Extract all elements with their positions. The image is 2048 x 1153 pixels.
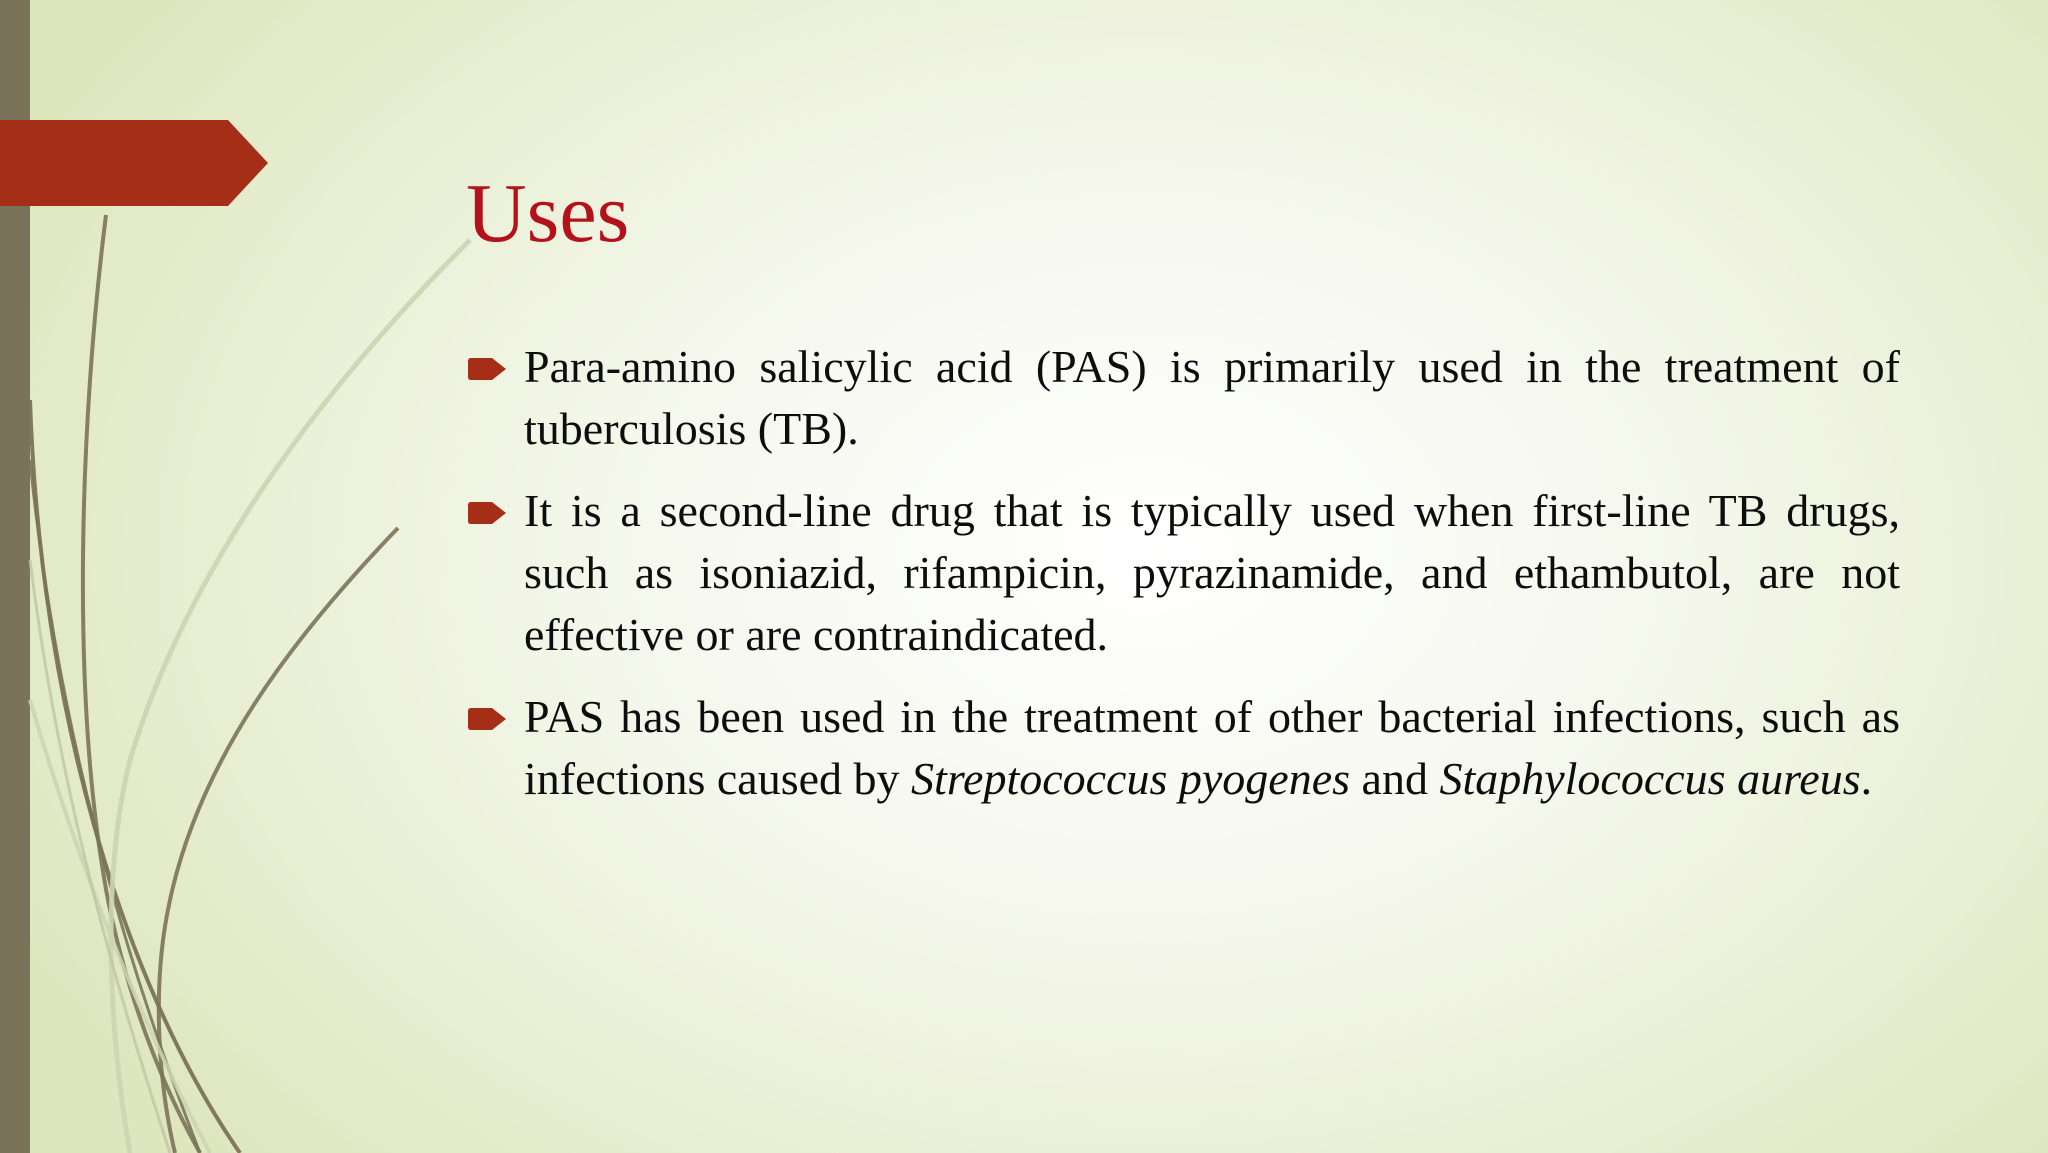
bullet-item bbox=[468, 336, 1900, 460]
arrow-bullet-icon bbox=[468, 502, 506, 524]
slide-title: Uses bbox=[466, 167, 630, 260]
bullet-item bbox=[468, 686, 1900, 810]
arrow-bullet-icon bbox=[468, 358, 506, 380]
species-name: Streptococcus pyogenes bbox=[911, 753, 1351, 804]
bullet-list bbox=[468, 336, 1900, 830]
species-name: Staphylococcus aureus bbox=[1439, 753, 1861, 804]
bullet-text-after: . bbox=[1860, 753, 1873, 804]
bullet-text: Para-amino salicylic acid (PAS) is primarily used in the treatment of tuberculosis (TB). bbox=[524, 341, 1900, 454]
bullet-item bbox=[468, 480, 1900, 666]
bullet-text: It is a second-line drug that is typically used when first-line TB drugs, such as isoniazid, rifampicin, pyrazinamide, and ethambutol, are not effective or are contraindicated. bbox=[524, 485, 1900, 660]
bullet-text-middle: and bbox=[1350, 753, 1440, 804]
bullet-text-before: PAS has been used in the treatment of other bacterial infections, such as infections caused by bbox=[524, 691, 1900, 804]
arrow-bullet-icon bbox=[468, 708, 506, 730]
title-accent-tab bbox=[0, 120, 270, 206]
bullet-text bbox=[524, 691, 1900, 804]
